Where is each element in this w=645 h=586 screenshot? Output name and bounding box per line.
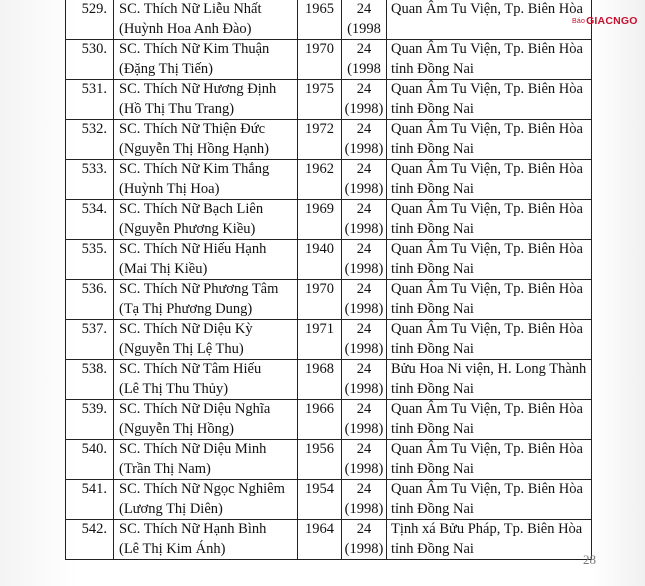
ordination-number: 24 (356, 401, 372, 417)
table-row (66, 280, 592, 320)
row-number-cell (66, 280, 114, 320)
table-row (66, 80, 592, 120)
ordination-number: 24 (356, 1, 372, 17)
birth-year: 1954 (305, 481, 334, 497)
ordination-year: (1998) (344, 220, 384, 237)
ordination-year: (1998) (344, 180, 384, 197)
ordination-cell (342, 440, 387, 480)
temple-name: Bửu Hoa Ni viện, H. Long Thành (391, 361, 587, 377)
province: tỉnh Đồng Nai (391, 380, 474, 397)
province: tỉnh Đồng Nai (391, 500, 474, 517)
place-cell (387, 0, 592, 40)
place-cell (387, 360, 592, 400)
name-cell (114, 520, 298, 560)
lay-name: (Nguyễn Thị Hồng) (119, 420, 234, 437)
birth-year-cell (298, 240, 342, 280)
ordination-number: 24 (356, 41, 372, 57)
province: tỉnh Đồng Nai (391, 60, 474, 77)
lay-name: (Trần Thị Nam) (119, 460, 211, 477)
place-cell (387, 280, 592, 320)
birth-year-cell (298, 480, 342, 520)
province (391, 20, 591, 40)
table-row (66, 40, 592, 80)
lay-name: (Nguyễn Thị Hồng Hạnh) (119, 140, 269, 157)
page-number: 28 (583, 552, 596, 567)
name-cell (114, 320, 298, 360)
lay-name: (Lương Thị Diên) (119, 500, 223, 517)
lay-name: (Lê Thị Thu Thủy) (119, 380, 229, 397)
row-number: 533. (81, 161, 107, 177)
birth-year: 1975 (305, 81, 334, 97)
table-row (66, 120, 592, 160)
name-cell (114, 400, 298, 440)
newspaper-logo (572, 15, 638, 27)
birth-year-cell (298, 0, 342, 40)
birth-year: 1968 (305, 361, 334, 377)
table-row (66, 160, 592, 200)
ordination-number: 24 (356, 521, 372, 537)
ordination-year: (1998) (344, 140, 384, 157)
province: tỉnh Đồng Nai (391, 460, 474, 477)
ordination-year: (1998) (344, 420, 384, 437)
birth-year-cell (298, 280, 342, 320)
table-row (66, 400, 592, 440)
logo-prefix: Báo (572, 18, 586, 25)
row-number: 535. (81, 241, 107, 257)
province: tỉnh Đồng Nai (391, 220, 474, 237)
row-number-cell (66, 160, 114, 200)
ordination-cell (342, 400, 387, 440)
row-number-cell (66, 80, 114, 120)
lay-name: (Lê Thị Kim Ánh) (119, 540, 226, 557)
ordination-cell (342, 120, 387, 160)
religious-name: SC. Thích Nữ Hương Định (119, 81, 277, 97)
row-number: 534. (81, 201, 107, 217)
table-row (66, 240, 592, 280)
temple-name: Quan Âm Tu Viện, Tp. Biên Hòa (391, 441, 583, 457)
ordination-year: (1998 (347, 20, 381, 37)
birth-year: 1970 (305, 41, 334, 57)
ordination-year: (1998) (344, 300, 384, 317)
birth-year-cell (298, 80, 342, 120)
birth-year: 1964 (305, 521, 334, 537)
row-number: 529. (81, 1, 107, 17)
religious-name: SC. Thích Nữ Ngọc Nghiêm (119, 481, 285, 497)
birth-year-cell (298, 360, 342, 400)
birth-year-cell (298, 120, 342, 160)
province: tỉnh Đồng Nai (391, 300, 474, 317)
ordination-cell (342, 0, 387, 40)
temple-name: Quan Âm Tu Viện, Tp. Biên Hòa (391, 161, 583, 177)
ordination-year: (1998) (344, 500, 384, 517)
birth-year-cell (298, 400, 342, 440)
religious-name: SC. Thích Nữ Thiện Đức (119, 121, 266, 137)
temple-name: Quan Âm Tu Viện, Tp. Biên Hòa (391, 481, 583, 497)
religious-name: SC. Thích Nữ Kim Thuận (119, 41, 270, 57)
table-row (66, 0, 592, 40)
ordination-cell (342, 160, 387, 200)
ordination-cell (342, 200, 387, 240)
ordination-number: 24 (356, 241, 372, 257)
ordination-number: 24 (356, 441, 372, 457)
birth-year: 1969 (305, 201, 334, 217)
ordination-cell (342, 280, 387, 320)
table-body (66, 0, 592, 560)
place-cell (387, 320, 592, 360)
row-number-cell (66, 520, 114, 560)
table-row (66, 320, 592, 360)
lay-name: (Mai Thị Kiều) (119, 260, 208, 277)
ordination-cell (342, 240, 387, 280)
ordination-year: (1998) (344, 260, 384, 277)
row-number-cell (66, 40, 114, 80)
row-number: 531. (81, 81, 107, 97)
temple-name: Quan Âm Tu Viện, Tp. Biên Hòa (391, 241, 583, 257)
birth-year: 1965 (305, 1, 334, 17)
province: tỉnh Đồng Nai (391, 340, 474, 357)
lay-name: (Tạ Thị Phương Dung) (119, 300, 253, 317)
row-number-cell (66, 360, 114, 400)
row-number-cell (66, 440, 114, 480)
ordination-cell (342, 40, 387, 80)
row-number-cell (66, 0, 114, 40)
birth-year: 1972 (305, 121, 334, 137)
ordination-number: 24 (356, 481, 372, 497)
religious-name: SC. Thích Nữ Hạnh Bình (119, 521, 267, 537)
ordination-year: (1998) (344, 380, 384, 397)
name-cell (114, 160, 298, 200)
ordination-cell (342, 480, 387, 520)
ordination-cell (342, 320, 387, 360)
row-number-cell (66, 240, 114, 280)
province: tỉnh Đồng Nai (391, 100, 474, 117)
row-number: 542. (81, 521, 107, 537)
ordination-year: (1998) (344, 460, 384, 477)
table-row (66, 360, 592, 400)
logo-name: GIACNGO (586, 15, 638, 27)
temple-name: Quan Âm Tu Viện, Tp. Biên Hòa (391, 1, 583, 17)
province: tỉnh Đồng Nai (391, 540, 474, 557)
lay-name: (Hồ Thị Thu Trang) (119, 100, 235, 117)
religious-name: SC. Thích Nữ Bạch Liên (119, 201, 264, 217)
place-cell (387, 440, 592, 480)
religious-name: SC. Thích Nữ Phương Tâm (119, 281, 279, 297)
ordination-year: (1998 (347, 60, 381, 77)
province: tỉnh Đồng Nai (391, 180, 474, 197)
name-cell (114, 0, 298, 40)
birth-year-cell (298, 520, 342, 560)
ordination-number: 24 (356, 201, 372, 217)
lay-name: (Nguyễn Thị Lệ Thu) (119, 340, 244, 357)
row-number-cell (66, 480, 114, 520)
row-number: 538. (81, 361, 107, 377)
ordination-number: 24 (356, 121, 372, 137)
place-cell (387, 80, 592, 120)
temple-name: Quan Âm Tu Viện, Tp. Biên Hòa (391, 81, 583, 97)
name-cell (114, 80, 298, 120)
name-cell (114, 200, 298, 240)
lay-name: (Huỳnh Hoa Anh Đào) (119, 20, 252, 37)
ordination-year: (1998) (344, 340, 384, 357)
lay-name: (Huỳnh Thị Hoa) (119, 180, 220, 197)
table-row (66, 520, 592, 560)
birth-year: 1956 (305, 441, 334, 457)
temple-name: Quan Âm Tu Viện, Tp. Biên Hòa (391, 201, 583, 217)
lay-name: (Đặng Thị Tiến) (119, 60, 213, 77)
row-number-cell (66, 200, 114, 240)
religious-name: SC. Thích Nữ Diệu Kỳ (119, 321, 253, 337)
place-cell (387, 480, 592, 520)
row-number: 541. (81, 481, 107, 497)
ordination-year: (1998) (344, 540, 384, 557)
religious-name: SC. Thích Nữ Hiếu Hạnh (119, 241, 267, 257)
ordination-cell (342, 520, 387, 560)
name-cell (114, 360, 298, 400)
place-cell (387, 120, 592, 160)
row-number-cell (66, 400, 114, 440)
name-cell (114, 240, 298, 280)
ordination-roster-table (65, 0, 592, 560)
birth-year-cell (298, 320, 342, 360)
province: tỉnh Đồng Nai (391, 140, 474, 157)
birth-year: 1966 (305, 401, 334, 417)
row-number: 530. (81, 41, 107, 57)
table-row (66, 440, 592, 480)
religious-name: SC. Thích Nữ Liễu Nhất (119, 1, 262, 17)
birth-year-cell (298, 200, 342, 240)
birth-year-cell (298, 160, 342, 200)
table-row (66, 200, 592, 240)
name-cell (114, 440, 298, 480)
ordination-number: 24 (356, 81, 372, 97)
row-number-cell (66, 320, 114, 360)
birth-year-cell (298, 40, 342, 80)
temple-name: Quan Âm Tu Viện, Tp. Biên Hòa (391, 401, 583, 417)
birth-year: 1970 (305, 281, 334, 297)
temple-name: Quan Âm Tu Viện, Tp. Biên Hòa (391, 121, 583, 137)
religious-name: SC. Thích Nữ Kim Thắng (119, 161, 270, 177)
place-cell (387, 400, 592, 440)
temple-name: Quan Âm Tu Viện, Tp. Biên Hòa (391, 321, 583, 337)
place-cell (387, 200, 592, 240)
row-number-cell (66, 120, 114, 160)
name-cell (114, 120, 298, 160)
religious-name: SC. Thích Nữ Tâm Hiếu (119, 361, 262, 377)
ordination-cell (342, 80, 387, 120)
birth-year: 1962 (305, 161, 334, 177)
row-number: 537. (81, 321, 107, 337)
name-cell (114, 40, 298, 80)
province: tỉnh Đồng Nai (391, 420, 474, 437)
birth-year-cell (298, 440, 342, 480)
place-cell (387, 520, 592, 560)
row-number: 539. (81, 401, 107, 417)
ordination-number: 24 (356, 161, 372, 177)
temple-name: Tịnh xá Bửu Pháp, Tp. Biên Hòa (391, 521, 583, 537)
place-cell (387, 240, 592, 280)
row-number: 540. (81, 441, 107, 457)
ordination-cell (342, 360, 387, 400)
row-number: 536. (81, 281, 107, 297)
temple-name: Quan Âm Tu Viện, Tp. Biên Hòa (391, 281, 583, 297)
ordination-number: 24 (356, 321, 372, 337)
name-cell (114, 480, 298, 520)
ordination-number: 24 (356, 361, 372, 377)
province: tỉnh Đồng Nai (391, 260, 474, 277)
row-number: 532. (81, 121, 107, 137)
ordination-number: 24 (356, 281, 372, 297)
religious-name: SC. Thích Nữ Diệu Minh (119, 441, 267, 457)
place-cell (387, 40, 592, 80)
ordination-year: (1998) (344, 100, 384, 117)
lay-name: (Nguyễn Phương Kiều) (119, 220, 256, 237)
place-cell (387, 160, 592, 200)
birth-year: 1971 (305, 321, 334, 337)
temple-name: Quan Âm Tu Viện, Tp. Biên Hòa (391, 41, 583, 57)
name-cell (114, 280, 298, 320)
table-row (66, 480, 592, 520)
religious-name: SC. Thích Nữ Diệu Nghĩa (119, 401, 271, 417)
birth-year: 1940 (305, 241, 334, 257)
